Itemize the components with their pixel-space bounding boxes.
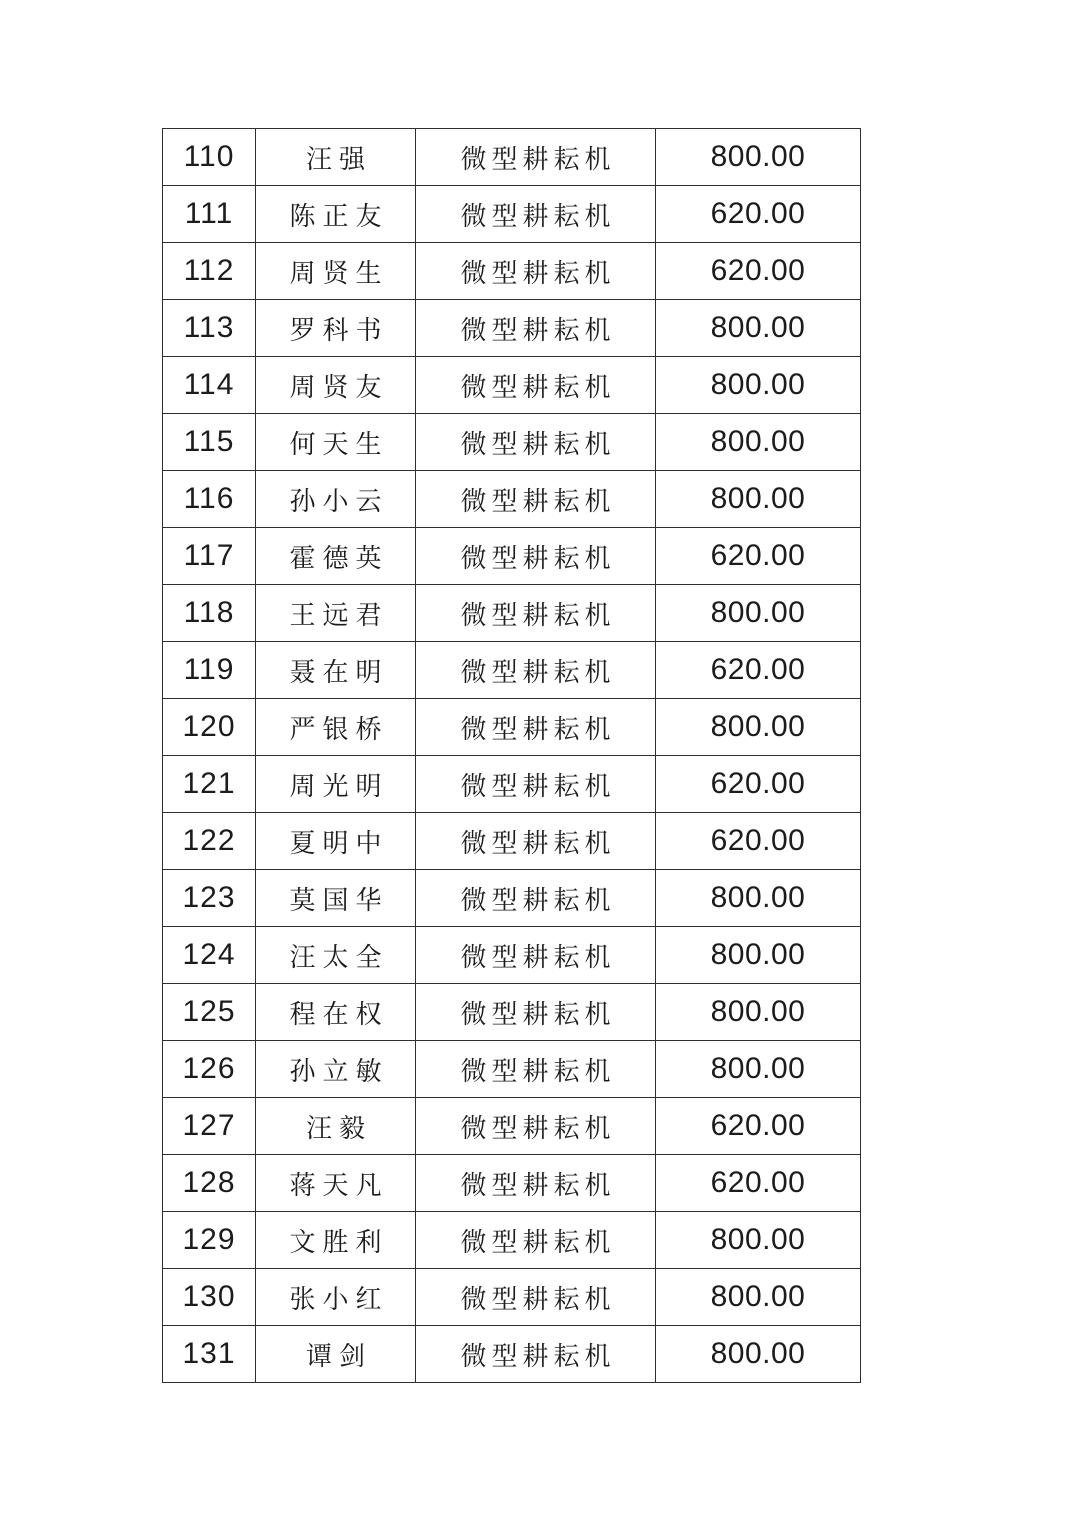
subsidy-item-cell: 微型耕耘机: [416, 642, 656, 699]
amount-cell: 620.00: [656, 528, 861, 585]
table-row: [163, 1212, 861, 1269]
subsidy-item-cell: 微型耕耘机: [416, 357, 656, 414]
amount-cell: 800.00: [656, 984, 861, 1041]
amount-cell: 800.00: [656, 1269, 861, 1326]
subsidy-item-cell: 微型耕耘机: [416, 1155, 656, 1212]
subsidy-item-cell: 微型耕耘机: [416, 129, 656, 186]
subsidy-item-cell: 微型耕耘机: [416, 243, 656, 300]
subsidy-table: [162, 128, 861, 1383]
row-number-cell: 115: [163, 414, 256, 471]
table-row: [163, 357, 861, 414]
row-number-cell: 128: [163, 1155, 256, 1212]
row-number-cell: 117: [163, 528, 256, 585]
amount-cell: 800.00: [656, 870, 861, 927]
recipient-name-cell: 严银桥: [256, 699, 416, 756]
amount-cell: 800.00: [656, 1041, 861, 1098]
subsidy-item-cell: 微型耕耘机: [416, 1269, 656, 1326]
table-row: [163, 300, 861, 357]
table-row: [163, 813, 861, 870]
subsidy-item-cell: 微型耕耘机: [416, 927, 656, 984]
recipient-name-cell: 周光明: [256, 756, 416, 813]
table-row: [163, 414, 861, 471]
recipient-name-cell: 谭剑: [256, 1326, 416, 1383]
recipient-name-cell: 文胜利: [256, 1212, 416, 1269]
row-number-cell: 130: [163, 1269, 256, 1326]
subsidy-item-cell: 微型耕耘机: [416, 984, 656, 1041]
amount-cell: 620.00: [656, 642, 861, 699]
table-row: [163, 927, 861, 984]
row-number-cell: 127: [163, 1098, 256, 1155]
subsidy-item-cell: 微型耕耘机: [416, 699, 656, 756]
subsidy-item-cell: 微型耕耘机: [416, 1212, 656, 1269]
subsidy-item-cell: 微型耕耘机: [416, 528, 656, 585]
amount-cell: 800.00: [656, 300, 861, 357]
row-number-cell: 120: [163, 699, 256, 756]
table-row: [163, 1155, 861, 1212]
subsidy-item-cell: 微型耕耘机: [416, 585, 656, 642]
table-row: [163, 186, 861, 243]
amount-cell: 800.00: [656, 1212, 861, 1269]
table-row: [163, 1269, 861, 1326]
row-number-cell: 126: [163, 1041, 256, 1098]
recipient-name-cell: 蒋天凡: [256, 1155, 416, 1212]
table-row: [163, 756, 861, 813]
recipient-name-cell: 周贤友: [256, 357, 416, 414]
amount-cell: 800.00: [656, 585, 861, 642]
recipient-name-cell: 汪毅: [256, 1098, 416, 1155]
recipient-name-cell: 霍德英: [256, 528, 416, 585]
row-number-cell: 121: [163, 756, 256, 813]
recipient-name-cell: 张小红: [256, 1269, 416, 1326]
row-number-cell: 116: [163, 471, 256, 528]
table-row: [163, 1098, 861, 1155]
row-number-cell: 112: [163, 243, 256, 300]
table-row: [163, 1326, 861, 1383]
amount-cell: 800.00: [656, 471, 861, 528]
row-number-cell: 125: [163, 984, 256, 1041]
table-row: [163, 1041, 861, 1098]
subsidy-item-cell: 微型耕耘机: [416, 813, 656, 870]
recipient-name-cell: 夏明中: [256, 813, 416, 870]
amount-cell: 800.00: [656, 129, 861, 186]
row-number-cell: 111: [163, 186, 256, 243]
amount-cell: 620.00: [656, 243, 861, 300]
row-number-cell: 124: [163, 927, 256, 984]
amount-cell: 800.00: [656, 1326, 861, 1383]
amount-cell: 800.00: [656, 357, 861, 414]
subsidy-item-cell: 微型耕耘机: [416, 300, 656, 357]
table-row: [163, 699, 861, 756]
amount-cell: 620.00: [656, 1098, 861, 1155]
subsidy-item-cell: 微型耕耘机: [416, 1326, 656, 1383]
subsidy-item-cell: 微型耕耘机: [416, 1041, 656, 1098]
table-row: [163, 471, 861, 528]
subsidy-item-cell: 微型耕耘机: [416, 1098, 656, 1155]
recipient-name-cell: 罗科书: [256, 300, 416, 357]
row-number-cell: 129: [163, 1212, 256, 1269]
row-number-cell: 118: [163, 585, 256, 642]
table-row: [163, 243, 861, 300]
recipient-name-cell: 汪太全: [256, 927, 416, 984]
recipient-name-cell: 陈正友: [256, 186, 416, 243]
table-row: [163, 129, 861, 186]
amount-cell: 800.00: [656, 414, 861, 471]
amount-cell: 800.00: [656, 927, 861, 984]
table-row: [163, 585, 861, 642]
amount-cell: 620.00: [656, 756, 861, 813]
table-body: [163, 129, 861, 1383]
row-number-cell: 122: [163, 813, 256, 870]
recipient-name-cell: 聂在明: [256, 642, 416, 699]
table-row: [163, 642, 861, 699]
row-number-cell: 123: [163, 870, 256, 927]
subsidy-item-cell: 微型耕耘机: [416, 756, 656, 813]
row-number-cell: 119: [163, 642, 256, 699]
amount-cell: 620.00: [656, 813, 861, 870]
recipient-name-cell: 何天生: [256, 414, 416, 471]
row-number-cell: 131: [163, 1326, 256, 1383]
row-number-cell: 113: [163, 300, 256, 357]
row-number-cell: 110: [163, 129, 256, 186]
row-number-cell: 114: [163, 357, 256, 414]
recipient-name-cell: 王远君: [256, 585, 416, 642]
amount-cell: 620.00: [656, 186, 861, 243]
amount-cell: 800.00: [656, 699, 861, 756]
recipient-name-cell: 周贤生: [256, 243, 416, 300]
amount-cell: 620.00: [656, 1155, 861, 1212]
recipient-name-cell: 孙立敏: [256, 1041, 416, 1098]
subsidy-item-cell: 微型耕耘机: [416, 870, 656, 927]
table-row: [163, 528, 861, 585]
recipient-name-cell: 程在权: [256, 984, 416, 1041]
subsidy-item-cell: 微型耕耘机: [416, 471, 656, 528]
recipient-name-cell: 孙小云: [256, 471, 416, 528]
recipient-name-cell: 汪强: [256, 129, 416, 186]
subsidy-item-cell: 微型耕耘机: [416, 414, 656, 471]
table-row: [163, 870, 861, 927]
subsidy-item-cell: 微型耕耘机: [416, 186, 656, 243]
recipient-name-cell: 莫国华: [256, 870, 416, 927]
table-row: [163, 984, 861, 1041]
